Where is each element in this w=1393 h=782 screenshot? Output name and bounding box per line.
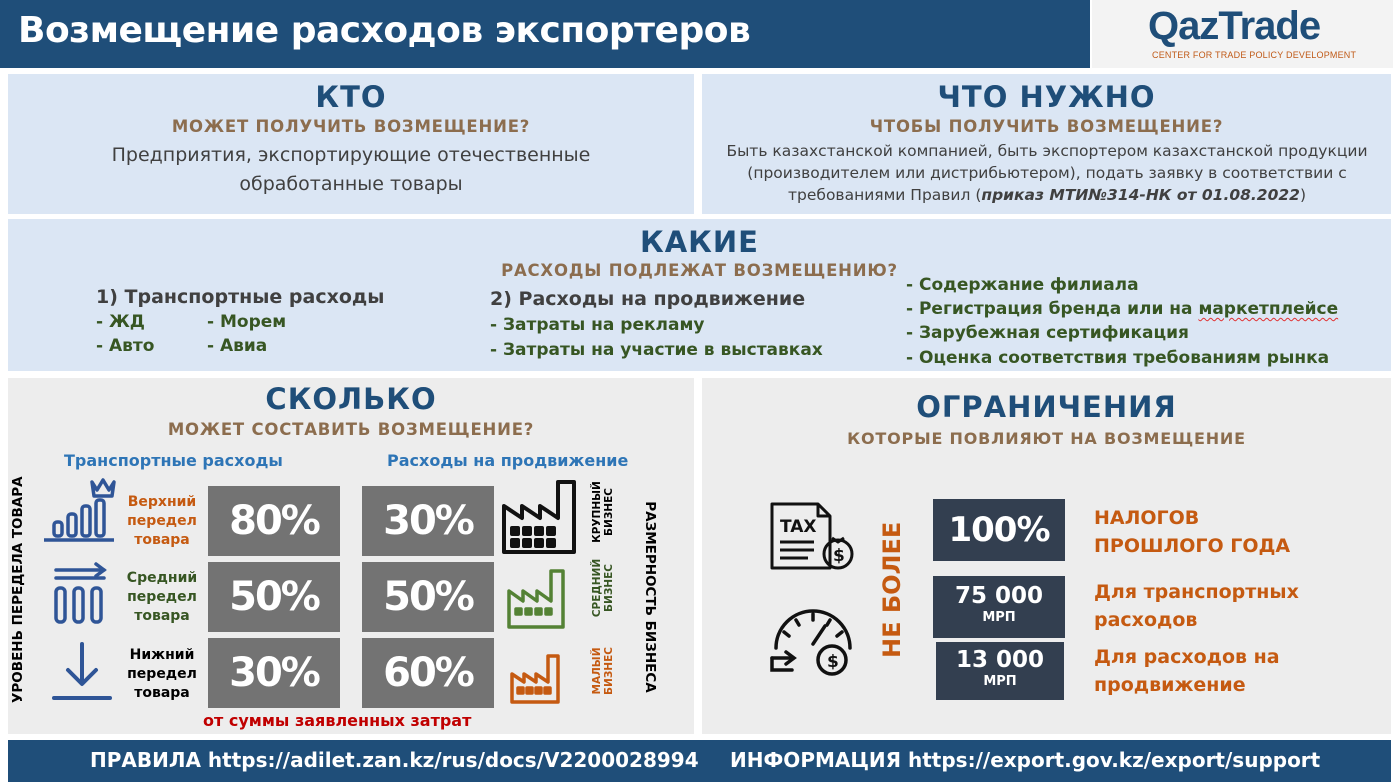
transport-rate-upper: 80% — [208, 486, 340, 556]
biz-label-line: БИЗНЕС — [603, 564, 615, 612]
amount-title: СКОЛЬКО — [265, 382, 437, 416]
requirements-title: ЧТО НУЖНО — [937, 80, 1156, 114]
transport-limit-label — [1094, 578, 1354, 634]
expenses-subtitle: РАСХОДЫ ПОДЛЕЖАТ ВОЗМЕЩЕНИЮ? — [501, 261, 898, 280]
transport-limit-box — [933, 576, 1065, 638]
amount-subtitle: МОЖЕТ СОСТАВИТЬ ВОЗМЕЩЕНИЕ? — [167, 420, 535, 439]
transport-item: - Авто — [96, 336, 155, 356]
requirements-text-main: Быть казахстанской компанией, быть экспортером казахстанской продукции (производителем или дистрибьютером), подать заявку в соответствии с требованиями Правил ( — [726, 142, 1368, 204]
small-factory-icon — [508, 650, 566, 706]
transport-rate-lower: 30% — [208, 638, 340, 708]
lower-level-label — [122, 646, 202, 703]
large-factory-icon — [500, 476, 582, 556]
expenses-title: КАКИЕ — [640, 225, 759, 259]
transport-rate-middle: 50% — [208, 562, 340, 632]
limit-label-line: расходов — [1094, 609, 1198, 631]
who-title: КТО — [315, 80, 387, 114]
biz-label-line: БИЗНЕС — [603, 647, 615, 695]
medium-business-label — [591, 548, 615, 628]
level-label-line: Верхний — [127, 494, 197, 510]
not-more-than-label: НЕ БОЛЕЕ — [878, 521, 906, 658]
dollar-sign-icon: $ — [827, 652, 839, 672]
processing-level-axis-label: УРОВЕНЬ ПЕРЕДЕЛА ТОВАРА — [10, 476, 26, 703]
limit-label-line: НАЛОГОВ — [1094, 507, 1200, 529]
amount-footnote: от суммы заявленных затрат — [203, 711, 472, 730]
large-business-label — [591, 472, 615, 552]
rules-link[interactable]: ПРАВИЛА https://adilet.zan.kz/rus/docs/V2200028994 — [90, 748, 699, 772]
small-business-label — [591, 631, 615, 711]
limits-subtitle: КОТОРЫЕ ПОВЛИЯЮТ НА ВОЗМЕЩЕНИЕ — [847, 429, 1246, 448]
logo-subtitle: CENTER FOR TRADE POLICY DEVELOPMENT — [1152, 50, 1357, 60]
spellcheck-word: маркетплейсе — [1198, 299, 1339, 319]
promo-rate-medium: 50% — [362, 562, 494, 632]
limit-unit: МРП — [982, 610, 1016, 625]
level-label-line: передел — [127, 666, 197, 682]
biz-label-line: КРУПНЫЙ — [591, 481, 603, 543]
down-arrow-icon — [50, 640, 114, 708]
requirements-subtitle: ЧТОБЫ ПОЛУЧИТЬ ВОЗМЕЩЕНИЕ? — [869, 117, 1224, 136]
level-label-line: Средний — [126, 570, 198, 586]
tax-limit-box: 100% — [933, 499, 1065, 561]
limits-title: ОГРАНИЧЕНИЯ — [916, 390, 1177, 424]
transport-item: - Авиа — [207, 336, 268, 356]
limit-label-line: Для транспортных — [1094, 581, 1299, 603]
promo-item: - Затраты на участие в выставках — [490, 340, 823, 360]
biz-label-line: МАЛЫЙ — [591, 647, 603, 695]
limit-unit: МРП — [983, 674, 1017, 689]
promo-column-header: Расходы на продвижение — [387, 451, 629, 470]
dollar-sign-icon: $ — [833, 546, 845, 566]
requirements-text — [704, 140, 1390, 206]
level-label-line: товара — [134, 532, 190, 548]
who-text: Предприятия, экспортирующие отечественные обработанные товары — [111, 144, 591, 195]
other-expense-item: - Содержание филиала — [906, 275, 1139, 295]
transport-item: - Морем — [207, 312, 287, 332]
limit-value: 75 000 — [954, 583, 1044, 609]
crown-chart-icon — [38, 476, 124, 544]
business-size-axis-label: РАЗМЕРНОСТЬ БИЗНЕСА — [642, 501, 658, 693]
arrows-level-icon — [52, 566, 112, 628]
tax-icon-text: TAX — [780, 517, 817, 537]
tax-document-icon — [768, 500, 860, 574]
other-expense-item — [906, 299, 1338, 319]
who-subtitle: МОЖЕТ ПОЛУЧИТЬ ВОЗМЕЩЕНИЕ? — [171, 117, 531, 136]
level-label-line: передел — [127, 589, 197, 605]
level-label-line: товара — [134, 685, 190, 701]
promo-rate-large: 30% — [362, 486, 494, 556]
requirements-text-end: ) — [1299, 186, 1307, 204]
promo-item: - Затраты на рекламу — [490, 315, 705, 335]
biz-label-line: СРЕДНИЙ — [591, 558, 603, 618]
info-link[interactable]: ИНФОРМАЦИЯ https://export.gov.kz/export/support — [730, 748, 1321, 772]
biz-label-line: БИЗНЕС — [603, 488, 615, 536]
transport-item: - ЖД — [96, 312, 145, 332]
qaztrade-logo: QazTrade — [1148, 4, 1321, 48]
transport-heading: 1) Транспортные расходы — [96, 286, 385, 308]
limit-label-line: продвижение — [1094, 674, 1246, 696]
promo-heading: 2) Расходы на продвижение — [490, 288, 806, 310]
limit-label-line: ПРОШЛОГО ГОДА — [1094, 535, 1291, 557]
upper-level-label — [122, 493, 202, 550]
limit-label-line: Для расходов на — [1094, 646, 1280, 668]
limit-value: 13 000 — [955, 647, 1045, 673]
tax-limit-label — [1094, 504, 1354, 560]
medium-factory-icon — [505, 565, 571, 631]
promo-limit-box — [936, 642, 1064, 700]
level-label-line: товара — [134, 608, 190, 624]
speedometer-money-icon — [766, 600, 860, 680]
other-expense-item: - Зарубежная сертификация — [906, 323, 1189, 343]
page-title: Возмещение расходов экспортеров — [18, 10, 751, 51]
transport-column-header: Транспортные расходы — [64, 451, 283, 470]
middle-level-label — [122, 569, 202, 626]
promo-rate-small: 60% — [362, 638, 494, 708]
promo-limit-label — [1094, 643, 1354, 699]
order-reference: приказ МТИ№314-НК от 01.08.2022 — [981, 186, 1300, 204]
level-label-line: Нижний — [129, 647, 195, 663]
other-expense-text: - Регистрация бренда или на — [906, 299, 1199, 319]
level-label-line: передел — [127, 513, 197, 529]
other-expense-item: - Оценка соответствия требованиям рынка — [906, 348, 1330, 368]
